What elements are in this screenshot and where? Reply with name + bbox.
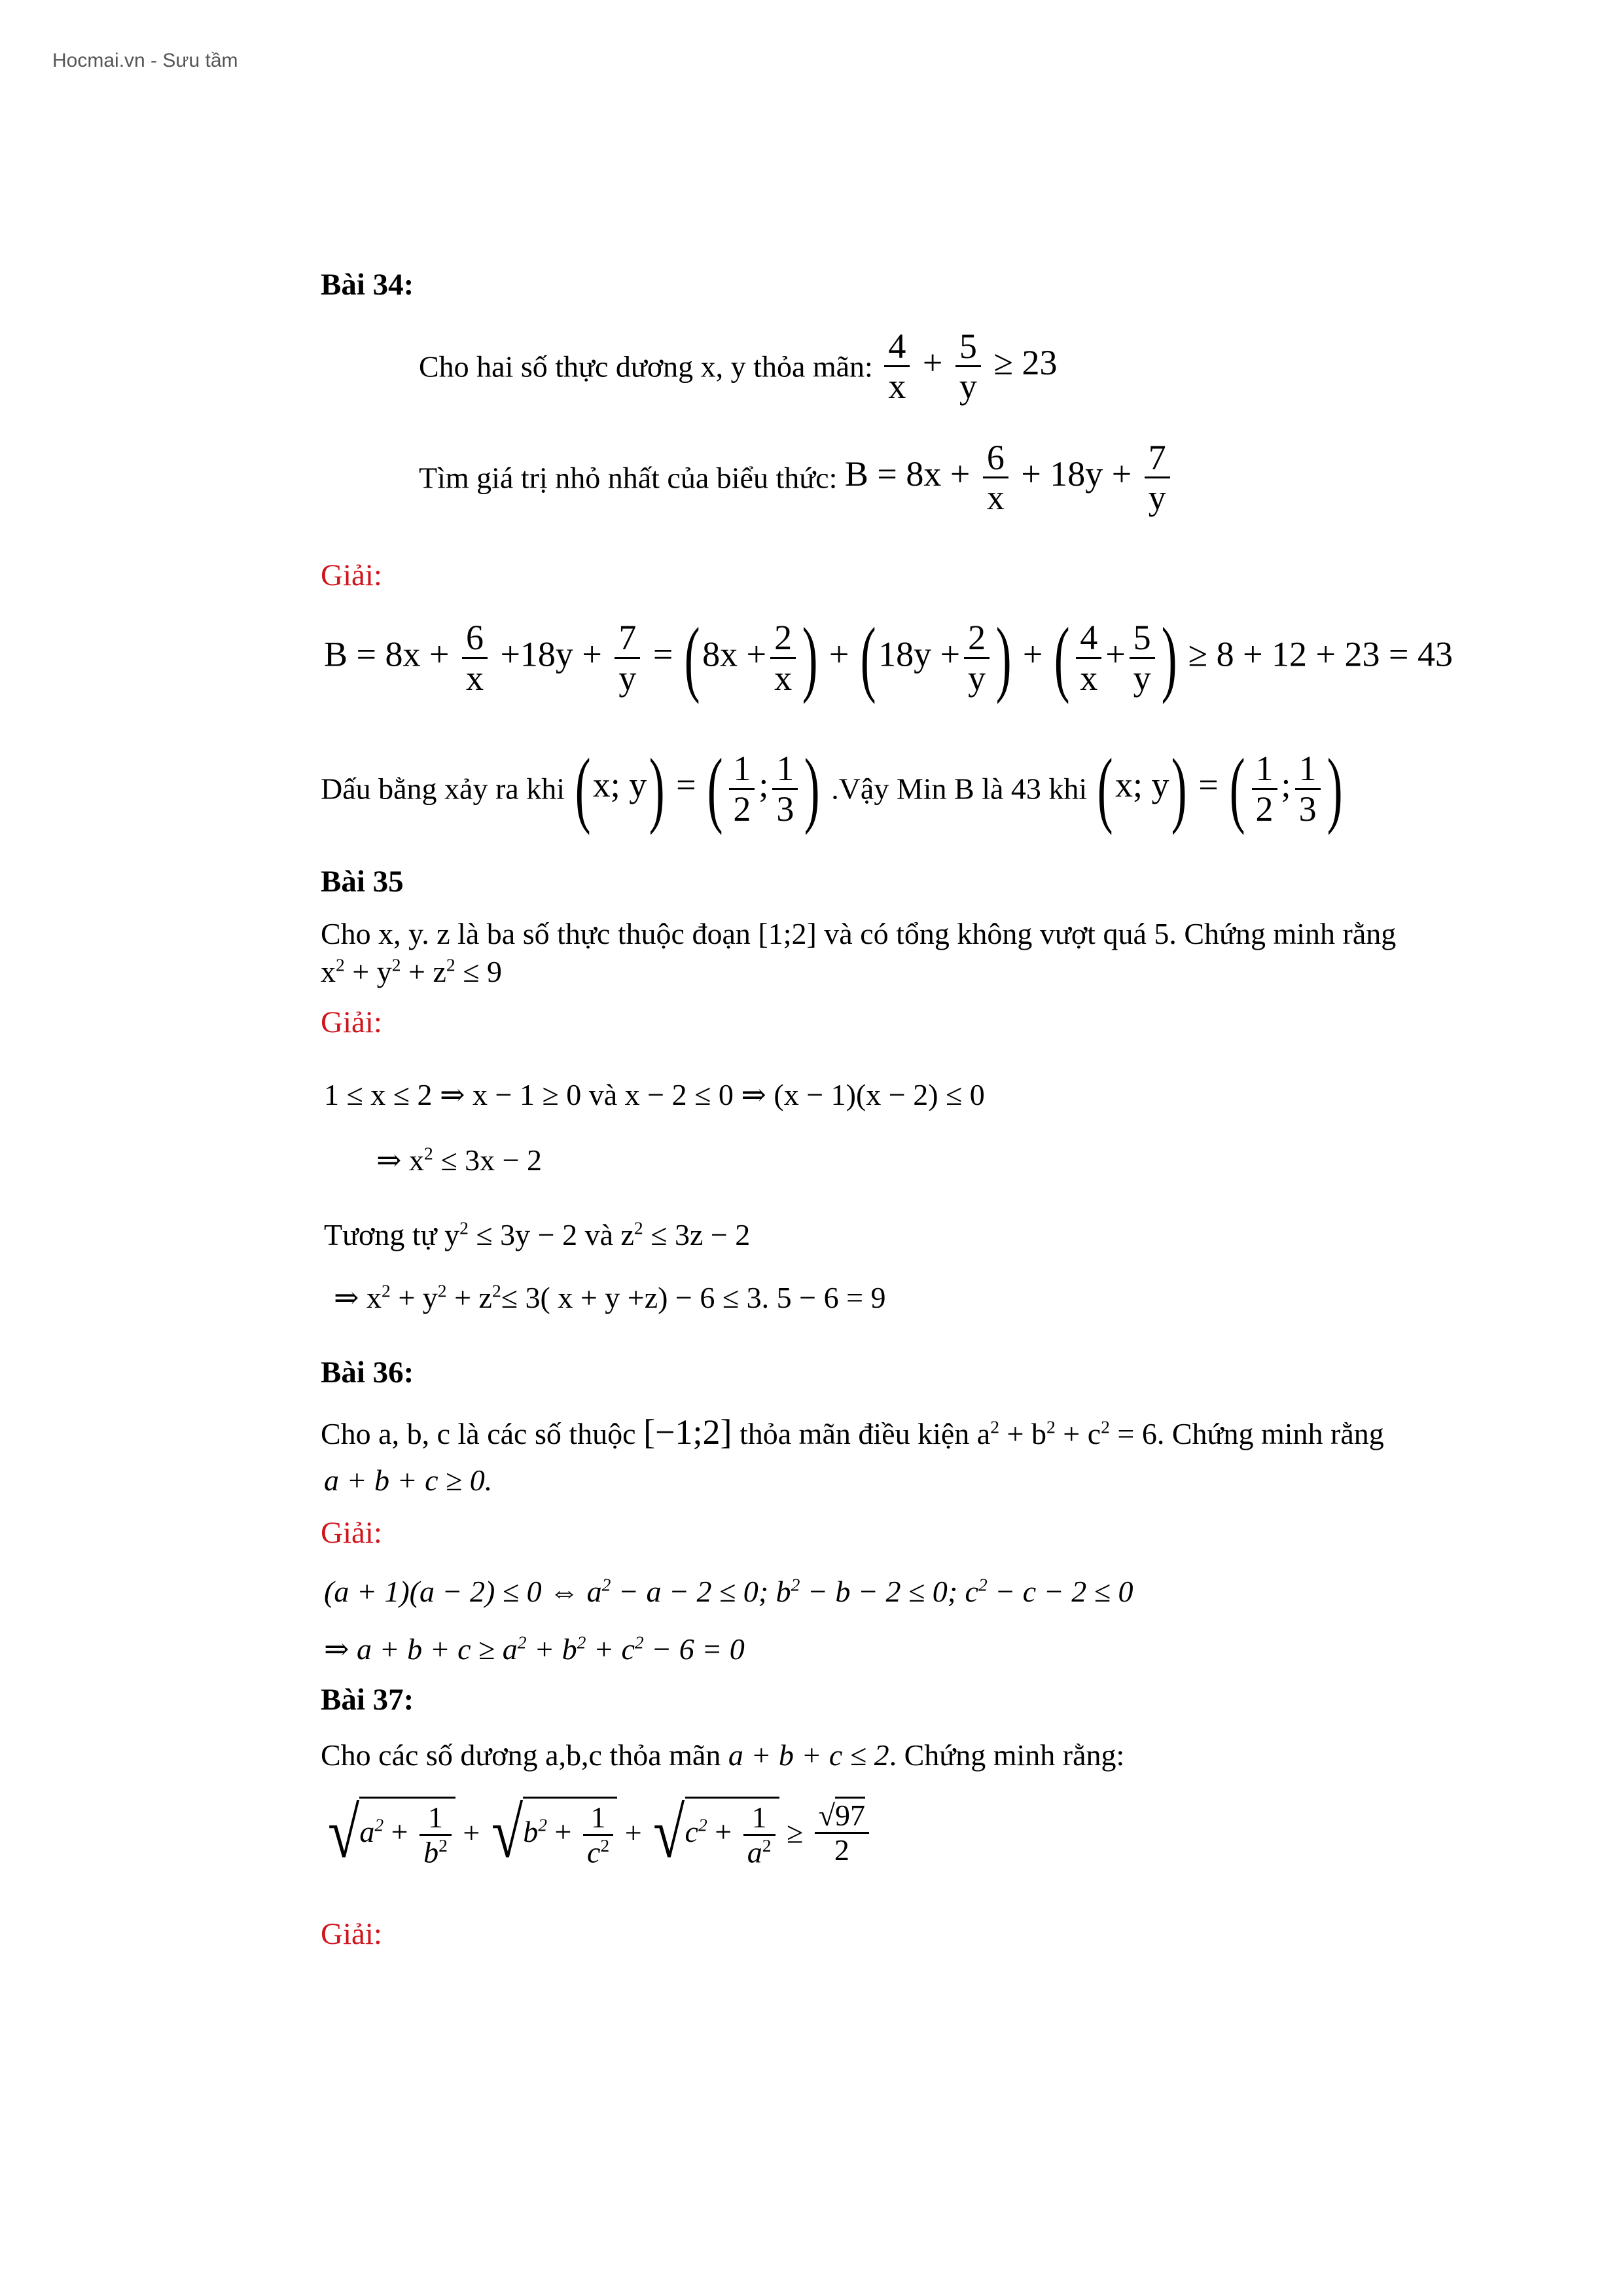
- bai36-step2: ⇒ $a + b + c \ge a^2 + b^2 + c^2 - 6 = 0$: [324, 1632, 745, 1666]
- bai35-step2: ⇒ $x^2 \le 3x - 2$: [376, 1143, 543, 1177]
- bai34-solution: B = 8x + $\frac{6}{x}$ +18y + $\frac{7}{y}$ = (8x + $\frac{2}{x}$ ) + (18y + $\frac{2}{y}$ ) + ( $\frac{4}{x}$ + $\frac{5}{y}$ ) ≥ 8 + 12 + 23 = 43: [324, 611, 1453, 705]
- bai35-step4: ⇒ $x^2 + y^2 + z^2\le 3$( x + y +z) − 6 ≤ 3. 5 − 6 = 9: [334, 1280, 886, 1314]
- given-den-2: y: [959, 367, 977, 406]
- bai35-heading: Bài 35: [321, 865, 404, 899]
- bai34-giai: Giải:: [321, 558, 382, 592]
- bai34-find: Tìm giá trị nhỏ nhất của biểu thức: B = 8x + $\frac{6}{x}$ + 18y + $\frac{7}{y}$: [419, 439, 1174, 517]
- bai36-statement-2: a + b + c ≥ 0.: [324, 1463, 493, 1497]
- watermark: Hocmai.vn - Sưu tầm: [52, 50, 238, 71]
- bai37-inequality: $√a^2$ + $\frac{1}{b^2}$ + $√b^2$ + $\frac{1}{c^2}$ + $√c^2$ + $\frac{1}{a^2}$ ≥ $\frac{√97}{2}$: [324, 1797, 873, 1869]
- bai34-heading: Bài 34:: [321, 268, 414, 302]
- bai34-find-text: Tìm giá trị nhỏ nhất của biểu thức:: [419, 461, 838, 495]
- given-num-2: 5: [955, 327, 981, 367]
- sqrt-term-1: $√a^2$ + $\frac{1}{b^2}$: [324, 1797, 455, 1869]
- sqrt-term-2: $√b^2$ + $\frac{1}{c^2}$: [488, 1797, 617, 1869]
- given-den-1: x: [888, 367, 906, 406]
- bai36-heading: Bài 36:: [321, 1355, 414, 1390]
- bai36-giai: Giải:: [321, 1516, 382, 1550]
- bai37-heading: Bài 37:: [321, 1683, 414, 1717]
- rhs-fraction: $\frac{√97}{2}$: [815, 1799, 869, 1866]
- sqrt-term-3: $√c^2$ + $\frac{1}{a^2}$: [649, 1797, 779, 1869]
- bai36-statement-1: Cho a, b, c là các số thuộc [−1;2] thỏa mãn điều kiện $a^2 + b^2 + c^2 = 6$. Chứng minh rằng: [321, 1412, 1384, 1452]
- bai35-step1: 1 ≤ x ≤ 2 ⇒ x − 1 ≥ 0 và x − 2 ≤ 0 ⇒ (x − 1)(x − 2) ≤ 0: [324, 1078, 985, 1111]
- bai37-giai: Giải:: [321, 1917, 382, 1951]
- bai36-interval: [−1;2]: [643, 1412, 732, 1452]
- bai34-given: Cho hai số thực dương x, y thỏa mãn: $\frac{4}{x}$ + $\frac{5}{y}$ ≥ 23: [419, 327, 1058, 406]
- bai35-giai: Giải:: [321, 1005, 382, 1039]
- bai36-step1: (a + 1)(a − 2) ≤ 0 ⇔ $a^2 - a - 2 \le 0$; $b^2 - b - 2 \le 0$; $c^2 - c - 2 \le 0$: [324, 1574, 1133, 1608]
- bai34-given-text: Cho hai số thực dương x, y thỏa mãn:: [419, 350, 873, 384]
- given-num-1: 4: [884, 327, 910, 367]
- bai37-condition: a + b + c ≤ 2: [728, 1738, 889, 1772]
- bai35-statement-2: $x^2 + y^2 + z^2 \le 9$: [321, 954, 502, 988]
- bai34-equality: Dấu bằng xảy ra khi (x; y) = ( $\frac{1}{2}$ ; $\frac{1}{3}$ ) .Vậy Min B là 43 khi (x; y) = ( $\frac{1}{2}$ ; $\frac{1}{3}$ ): [321, 742, 1343, 836]
- bai35-step3: Tương tự $y^2 \le 3y - 2$ và $z^2 \le 3z - 2$: [324, 1217, 751, 1251]
- bai37-statement: Cho các số dương a,b,c thỏa mãn a + b + c ≤ 2. Chứng minh rằng:: [321, 1738, 1125, 1772]
- bai35-statement-1: Cho x, y. z là ba số thực thuộc đoạn [1;2] và có tổng không vượt quá 5. Chứng minh rằng: [321, 917, 1397, 950]
